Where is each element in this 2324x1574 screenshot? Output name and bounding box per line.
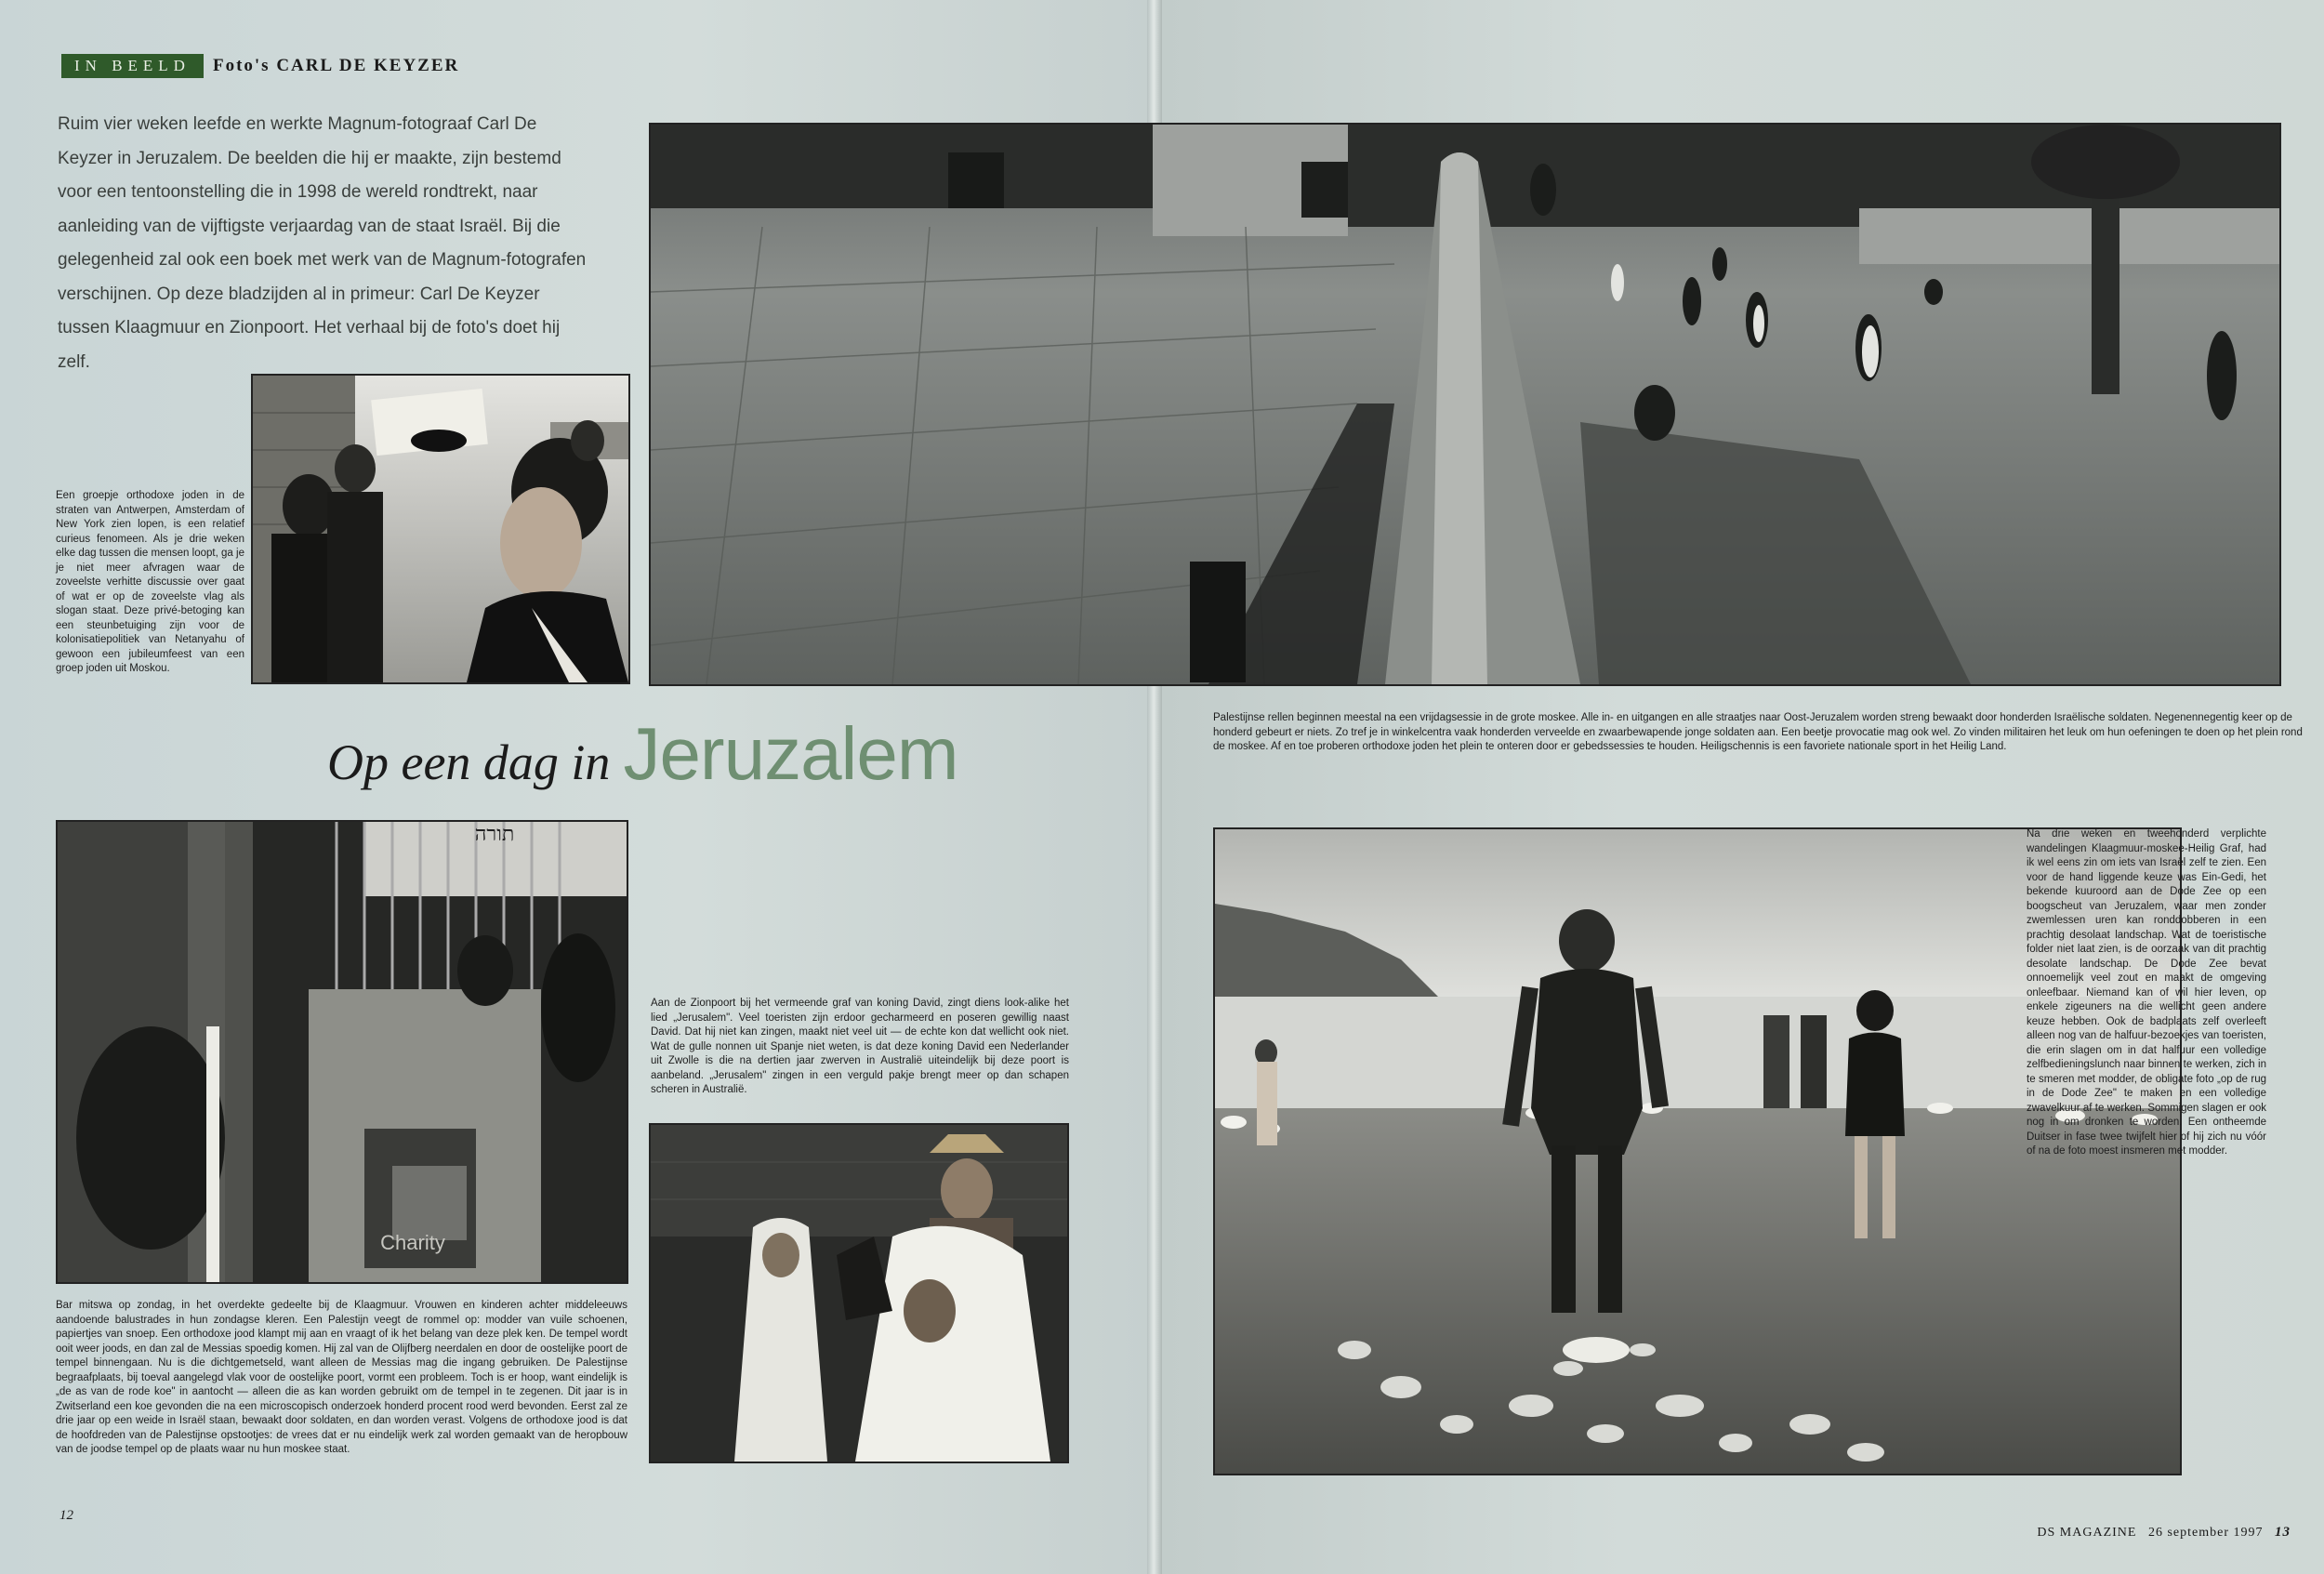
magazine-name: DS MAGAZINE bbox=[2037, 1526, 2137, 1540]
section-tag: IN BEELD bbox=[61, 54, 204, 78]
issue-date: 26 september 1997 bbox=[2147, 1526, 2264, 1540]
article-title bbox=[327, 711, 957, 797]
photo-king-david-nuns bbox=[649, 1123, 1069, 1463]
right-page-number: 13 bbox=[2275, 1525, 2291, 1540]
title-part2: Jeruzalem bbox=[623, 712, 958, 795]
caption-dead-sea: Na drie weken en tweehonderd verplichte wandelingen Klaagmuur-moskee-Heilig Graf, had ik wel eens zin om iets van Israël zelf te zien. Een voor de hand liggende keuze was Ein-Gedi, het bekende kuuroord aan de Dode Zee op een boogscheut van Jeruzalem, waar men zonder zwemlessen uren kan ronddobberen in een prachtig desolaat landschap. Wat de toeristische folder niet laat zien, is de oorzaak van dit prachtig desolate landschap. De Dode Zee bevat onnoemelijk veel zout en maakt de omgeving onleefbaar. Niemand kan of wil hier leven, op enkele zigeuners na die wellicht geen andere keuze hebben. Ook de badplaats zelf overleeft alleen nog van de halfuur-bezoekjes van toeristen, die erin slagen om in dat halfuur een volledige zelfbedieningslunch naar binnen te werken, zich in te smeren met modder, de obligate foto „op de rug in de Dode Zee" te maken en een volledige zwavelkuur af te werken. Sommigen slagen er ook nog in om dronken te worden. Een ontheemde Duitser in fase twee twijfelt hier of hij zich nu vóór of na de foto moest insmeren met modder. bbox=[2027, 828, 2266, 1157]
right-footer bbox=[2037, 1525, 2291, 1541]
caption-bar-mitzvah: Bar mitswa op zondag, in het overdekte gedeelte bij de Klaagmuur. Vrouwen en kinderen achter middeleeuws aandoende balustrades in hun zondagse kleren. Een Palestijn veegt de rommel op: modder van vuile schoenen, papiertjes van snoep. Een orthodoxe jood klampt mij aan en vraagt of ik het belang van deze plek ken. De tempel wordt ooit weer joods, en dan zal de Messias spoedig komen. Hij zal van de Olijfberg neerdalen en door de oostelijke poort de tempel binnengaan. Nu is die dichtgemetseld, want alleen de Messias mag die ingang gebruiken. De Palestijnse begraafplaats, bij toeval aangelegd vlak voor de oostelijke poort, vormt een probleem. Toch is er hoop, want eindelijk is „de as van de rode koe" in aantocht — alleen die as kan worden gebruikt om de tempel in te zegenen. Dit jaar is in Zwitserland een koe gevonden die na een microscopisch onderzoek honderd procent rood werd bevonden. Eerst zal ze drie jaar op een weide in Israël staan, bewaakt door soldaten, en dan worden verast. Volgens de orthodoxe jood is dat de hoofdreden van de Palestijnse opstootjes: de vrees dat er nu eindelijk werk zal worden gemaakt van de heropbouw van de joodse tempel op de plaats waar nu hun moskee staat. bbox=[56, 1300, 627, 1455]
photo-mosque-square bbox=[649, 123, 2281, 686]
section-header bbox=[61, 54, 459, 78]
title-part1: Op een dag in bbox=[327, 734, 611, 790]
caption-mosque: Palestijnse rellen beginnen meestal na een vrijdagsessie in de grote moskee. Alle in- en uitgangen en alle straatjes naar Oost-Jeruzalem worden streng bewaakt door honderden Israëlische soldaten. Negenennegentig keer op de honderd gebeurt er niets. Zo tref je in winkelcentra vaak honderden verveelde en zwaarbewapende jonge soldaten aan. Een beetje provocatie mag ook wel. Zo vinden militairen het leuk om hun oefeningen te doen op het plein rond de moskee. Af en toe proberen orthodoxe joden het plein te onteren door er gebedssessies te houden. Heiligschennis is een favoriete nationale sport in het Heilig Land. bbox=[1213, 712, 2303, 752]
hebrew-sign: תורה bbox=[474, 822, 515, 845]
photo-orthodox-procession bbox=[251, 374, 630, 684]
caption-orthodox: Een groepje orthodoxe joden in de straten van Antwerpen, Amsterdam of New York zien lopen, is een relatief curieus fenomeen. Als je drie weken elke dag tussen die mensen loopt, ga je je niet meer afvragen waar de zoveelste verhitte discussie over gaat of wat er op de zoveelste vlag als slogan staat. Deze privé-betoging kan een steunbetuiging zijn voor de kolonisatiepolitiek van Netanyahu of gewoon een jubileumfeest van een groep joden uit Moskou. bbox=[56, 490, 244, 674]
photo-credit: Foto's CARL DE KEYZER bbox=[212, 56, 460, 75]
caption-zion-gate: Aan de Zionpoort bij het vermeende graf van koning David, zingt diens look-alike het lied „Jerusalem". Veel toeristen zijn erdoor gecharmeerd en poseren gewillig naast David. Dat hij niet kan zingen, maakt niet veel uit — de echte kon dat wellicht ook niet. Wat de gulle nonnen uit Spanje niet weten, is dat deze koning David een Nederlander uit Zwolle is die na dertien jaar zwerven in Australië uiteindelijk bij deze poort is aanbeland. „Jerusalem" zingen in een verguld pakje brengt meer op dan schapen scheren in Australië. bbox=[651, 998, 1069, 1095]
photo-bar-mitzvah bbox=[56, 820, 628, 1284]
left-page-number: 12 bbox=[59, 1508, 73, 1523]
charity-sign: Charity bbox=[380, 1231, 445, 1254]
intro-text: Ruim vier weken leefde en werkte Magnum-fotograaf Carl De Keyzer in Jeruzalem. De beelden die hij er maakte, zijn bestemd voor een tentoonstelling die in 1998 de wereld rondtrekt, naar aanleiding van de vijftigste verjaardag van de staat Israël. Bij die gelegenheid zal ook een boek met werk van de Magnum-fotografen verschijnen. Op deze bladzijden al in primeur: Carl De Keyzer tussen Klaagmuur en Zionpoort. Het verhaal bij de foto's doet hij zelf. bbox=[58, 114, 587, 372]
